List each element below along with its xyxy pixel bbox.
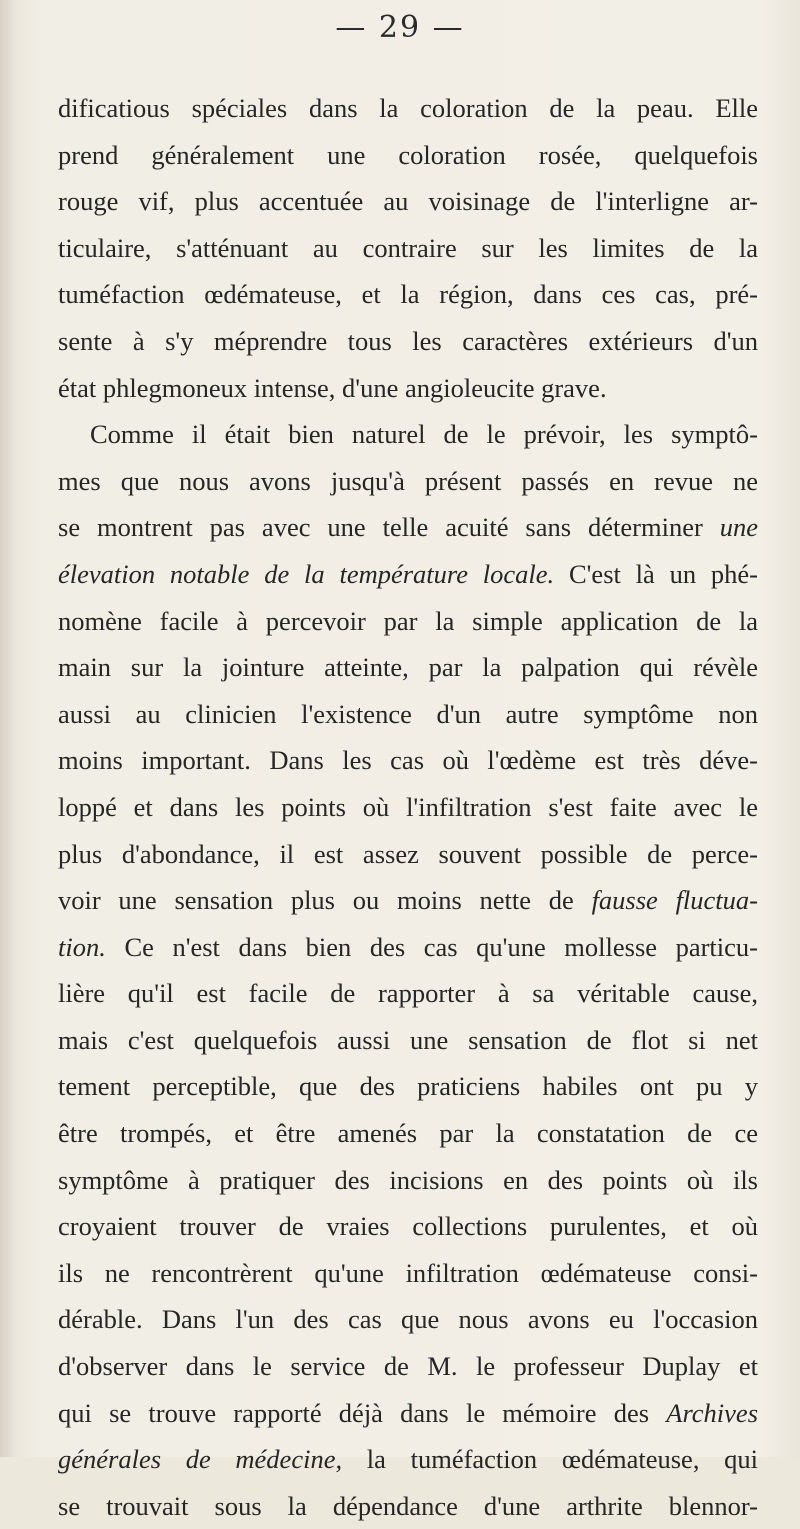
text-line: d'observer dans le service de M. le professeur Duplay et — [58, 1351, 758, 1382]
text-line: tuméfaction œdémateuse, et la région, dans ces cas, pré- — [58, 279, 758, 310]
text-line: plus d'abondance, il est assez souvent possible de perce- — [58, 838, 758, 869]
body-text — [58, 85, 758, 1529]
text-line: prend généralement une coloration rosée, quelquefois — [58, 139, 758, 170]
text-line: voir une sensation plus ou moins nette de fausse fluctua- — [58, 885, 758, 916]
text-line: symptôme à pratiquer des incisions en des points où ils — [58, 1164, 758, 1195]
binding-shadow — [0, 0, 16, 1457]
text-line: loppé et dans les points où l'infiltration s'est faite avec le — [58, 791, 758, 822]
text-line: ils ne rencontrèrent qu'une infiltration œdémateuse consi- — [58, 1257, 758, 1288]
text-line: Comme il était bien naturel de le prévoir, les symptô- — [90, 419, 758, 450]
text-line: qui se trouve rapporté déjà dans le mémoire des Archives — [58, 1397, 758, 1428]
text-line: élevation notable de la température locale. C'est là un phé- — [58, 558, 758, 589]
italic-text: une — [719, 512, 758, 543]
text-line: se montrent pas avec une telle acuité sans déterminer une — [58, 512, 758, 543]
text-line: nomène facile à percevoir par la simple application de la — [58, 605, 758, 636]
text-line: se trouvait sous la dépendance d'une arthrite blennor- — [58, 1490, 758, 1521]
text-line: sente à s'y méprendre tous les caractères extérieurs d'un — [58, 325, 758, 356]
text-line: rouge vif, plus accentuée au voisinage de l'interligne ar- — [58, 186, 758, 217]
text-line: lière qu'il est facile de rapporter à sa véritable cause, — [58, 978, 758, 1009]
text-line: mais c'est quelquefois aussi une sensation de flot si net — [58, 1024, 758, 1055]
italic-text: Archives — [666, 1397, 758, 1428]
text-line: dérable. Dans l'un des cas que nous avons eu l'occasion — [58, 1304, 758, 1335]
italic-text: générales de médecine, — [58, 1444, 343, 1475]
text-line: générales de médecine, la tuméfaction œdémateuse, qui — [58, 1444, 758, 1475]
italic-text: tion. — [58, 931, 106, 962]
italic-text: élevation notable de la température locale. — [58, 558, 555, 589]
text-line: être trompés, et être amenés par la constatation de ce — [58, 1118, 758, 1149]
text-line: aussi au clinicien l'existence d'un autre symptôme non — [58, 698, 758, 729]
italic-text: fausse fluctua- — [591, 885, 758, 916]
page-number: — 29 — — [335, 10, 465, 45]
text-line: ticulaire, s'atténuant au contraire sur les limites de la — [58, 232, 758, 263]
text-line: tement perceptible, que des praticiens habiles ont pu y — [58, 1071, 758, 1102]
text-line: tion. Ce n'est dans bien des cas qu'une mollesse particu- — [58, 931, 758, 962]
text-line: main sur la jointure atteinte, par la palpation qui révèle — [58, 652, 758, 683]
text-line: moins important. Dans les cas où l'œdème est très déve- — [58, 745, 758, 776]
text-line: dificatious spéciales dans la coloration de la peau. Elle — [58, 93, 758, 123]
text-line: croyaient trouver de vraies collections purulentes, et où — [58, 1211, 758, 1242]
text-line: mes que nous avons jusqu'à présent passés en revue ne — [58, 465, 758, 496]
text-line: état phlegmoneux intense, d'une angioleucite grave. — [58, 372, 607, 403]
